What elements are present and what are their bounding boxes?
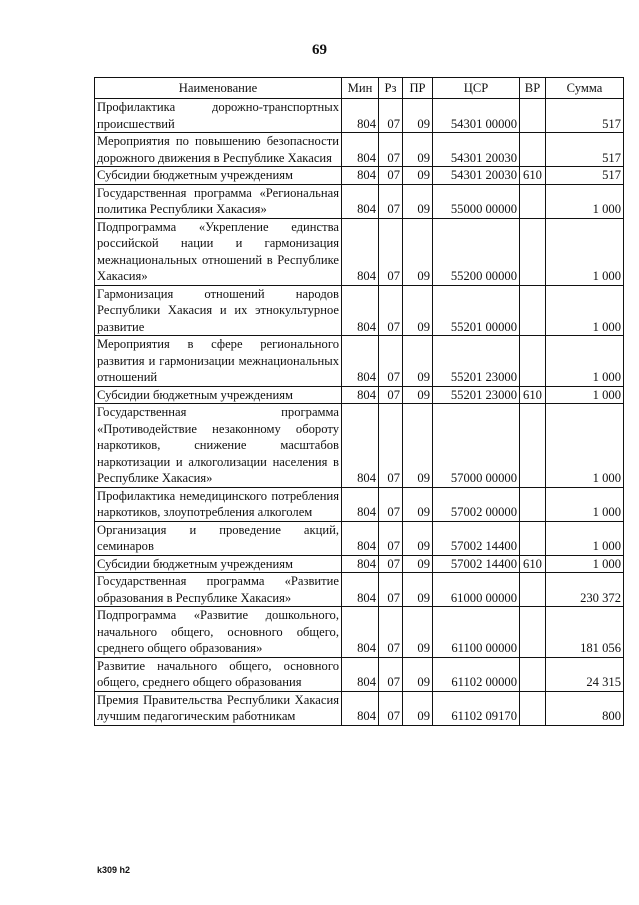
table-row <box>95 285 624 336</box>
row-name: Субсидии бюджетным учреждениям <box>95 386 342 404</box>
row-rz: 07 <box>379 691 403 725</box>
table-row <box>95 133 624 167</box>
row-vr <box>520 184 546 218</box>
row-csr: 55201 23000 <box>433 336 520 387</box>
row-pr: 09 <box>403 336 433 387</box>
row-min: 804 <box>342 184 379 218</box>
row-min: 804 <box>342 218 379 285</box>
row-min: 804 <box>342 167 379 185</box>
table-header-row <box>95 78 624 99</box>
row-pr: 09 <box>403 691 433 725</box>
row-vr: 610 <box>520 386 546 404</box>
row-name: Подпрограмма «Укрепление единства российской нации и гармонизация межнациональных отношений в Республике Хакасия» <box>95 218 342 285</box>
column-header-name: Наименование <box>95 78 342 99</box>
row-rz: 07 <box>379 555 403 573</box>
row-sum: 24 315 <box>546 657 624 691</box>
row-sum: 1 000 <box>546 218 624 285</box>
row-pr: 09 <box>403 133 433 167</box>
row-sum: 1 000 <box>546 386 624 404</box>
row-sum: 1 000 <box>546 184 624 218</box>
row-sum: 517 <box>546 167 624 185</box>
row-min: 804 <box>342 386 379 404</box>
row-rz: 07 <box>379 133 403 167</box>
table-row <box>95 336 624 387</box>
row-min: 804 <box>342 99 379 133</box>
row-name: Подпрограмма «Развитие дошкольного, начального общего, основного общего, среднего общего образования» <box>95 607 342 658</box>
row-pr: 09 <box>403 521 433 555</box>
row-vr <box>520 691 546 725</box>
table-row <box>95 657 624 691</box>
column-header-pr: ПР <box>403 78 433 99</box>
row-csr: 54301 20030 <box>433 133 520 167</box>
row-csr: 61100 00000 <box>433 607 520 658</box>
row-name: Государственная программа «Развитие образования в Республике Хакасия» <box>95 573 342 607</box>
row-sum: 1 000 <box>546 404 624 488</box>
row-name: Мероприятия в сфере регионального развития и гармонизации межнациональных отношений <box>95 336 342 387</box>
row-sum: 1 000 <box>546 487 624 521</box>
row-min: 804 <box>342 521 379 555</box>
row-csr: 61000 00000 <box>433 573 520 607</box>
row-sum: 230 372 <box>546 573 624 607</box>
row-rz: 07 <box>379 607 403 658</box>
row-min: 804 <box>342 657 379 691</box>
row-csr: 54301 20030 <box>433 167 520 185</box>
row-name: Профилактика немедицинского потребления наркотиков, злоупотребления алкоголем <box>95 487 342 521</box>
row-sum: 181 056 <box>546 607 624 658</box>
row-rz: 07 <box>379 573 403 607</box>
row-csr: 57002 00000 <box>433 487 520 521</box>
row-rz: 07 <box>379 99 403 133</box>
row-name: Субсидии бюджетным учреждениям <box>95 555 342 573</box>
table-row <box>95 691 624 725</box>
row-pr: 09 <box>403 487 433 521</box>
row-sum: 1 000 <box>546 336 624 387</box>
row-vr <box>520 404 546 488</box>
row-name: Гармонизация отношений народов Республики Хакасия и их этнокультурное развитие <box>95 285 342 336</box>
row-csr: 57000 00000 <box>433 404 520 488</box>
row-pr: 09 <box>403 285 433 336</box>
row-sum: 517 <box>546 99 624 133</box>
row-sum: 1 000 <box>546 555 624 573</box>
row-vr <box>520 521 546 555</box>
table-row <box>95 573 624 607</box>
row-vr <box>520 336 546 387</box>
table-row <box>95 386 624 404</box>
row-pr: 09 <box>403 184 433 218</box>
row-csr: 55201 00000 <box>433 285 520 336</box>
row-pr: 09 <box>403 657 433 691</box>
row-vr <box>520 607 546 658</box>
row-csr: 61102 09170 <box>433 691 520 725</box>
table-row <box>95 167 624 185</box>
row-vr <box>520 99 546 133</box>
row-csr: 55200 00000 <box>433 218 520 285</box>
row-vr <box>520 285 546 336</box>
row-vr <box>520 573 546 607</box>
row-name: Государственная программа «Противодействие незаконному обороту наркотиков, снижение масштабов наркотизации и алкоголизации населения в Республике Хакасия» <box>95 404 342 488</box>
row-name: Премия Правительства Республики Хакасия лучшим педагогическим работникам <box>95 691 342 725</box>
row-min: 804 <box>342 336 379 387</box>
row-vr: 610 <box>520 555 546 573</box>
table-row <box>95 218 624 285</box>
row-csr: 55201 23000 <box>433 386 520 404</box>
table-row <box>95 555 624 573</box>
row-rz: 07 <box>379 657 403 691</box>
row-min: 804 <box>342 573 379 607</box>
row-name: Мероприятия по повышению безопасности дорожного движения в Республике Хакасия <box>95 133 342 167</box>
row-pr: 09 <box>403 404 433 488</box>
column-header-min: Мин <box>342 78 379 99</box>
row-pr: 09 <box>403 99 433 133</box>
row-vr <box>520 218 546 285</box>
row-csr: 57002 14400 <box>433 521 520 555</box>
row-name: Организация и проведение акций, семинаров <box>95 521 342 555</box>
row-pr: 09 <box>403 555 433 573</box>
row-min: 804 <box>342 555 379 573</box>
row-csr: 54301 00000 <box>433 99 520 133</box>
column-header-vr: ВР <box>520 78 546 99</box>
table-row <box>95 607 624 658</box>
table-row <box>95 487 624 521</box>
row-min: 804 <box>342 133 379 167</box>
row-sum: 517 <box>546 133 624 167</box>
row-name: Субсидии бюджетным учреждениям <box>95 167 342 185</box>
column-header-rz: Рз <box>379 78 403 99</box>
row-rz: 07 <box>379 404 403 488</box>
table-row <box>95 99 624 133</box>
row-pr: 09 <box>403 607 433 658</box>
row-rz: 07 <box>379 336 403 387</box>
table-row <box>95 404 624 488</box>
row-min: 804 <box>342 487 379 521</box>
column-header-sum: Сумма <box>546 78 624 99</box>
row-csr: 57002 14400 <box>433 555 520 573</box>
budget-table <box>94 77 624 726</box>
row-min: 804 <box>342 404 379 488</box>
row-vr <box>520 133 546 167</box>
row-rz: 07 <box>379 184 403 218</box>
row-pr: 09 <box>403 167 433 185</box>
row-min: 804 <box>342 607 379 658</box>
row-name: Развитие начального общего, основного общего, среднего общего образования <box>95 657 342 691</box>
row-rz: 07 <box>379 285 403 336</box>
row-vr: 610 <box>520 167 546 185</box>
row-vr <box>520 487 546 521</box>
row-pr: 09 <box>403 386 433 404</box>
row-pr: 09 <box>403 218 433 285</box>
row-sum: 1 000 <box>546 521 624 555</box>
row-rz: 07 <box>379 218 403 285</box>
column-header-csr: ЦСР <box>433 78 520 99</box>
row-pr: 09 <box>403 573 433 607</box>
row-min: 804 <box>342 285 379 336</box>
row-min: 804 <box>342 691 379 725</box>
row-csr: 61102 00000 <box>433 657 520 691</box>
row-csr: 55000 00000 <box>433 184 520 218</box>
row-sum: 1 000 <box>546 285 624 336</box>
row-rz: 07 <box>379 521 403 555</box>
table-row <box>95 184 624 218</box>
row-vr <box>520 657 546 691</box>
footer-code: k309 h2 <box>97 865 131 875</box>
row-name: Профилактика дорожно-транспортных происшествий <box>95 99 342 133</box>
table-row <box>95 521 624 555</box>
row-rz: 07 <box>379 487 403 521</box>
row-rz: 07 <box>379 386 403 404</box>
row-rz: 07 <box>379 167 403 185</box>
row-name: Государственная программа «Региональная политика Республики Хакасия» <box>95 184 342 218</box>
row-sum: 800 <box>546 691 624 725</box>
page-number: 69 <box>312 42 327 58</box>
